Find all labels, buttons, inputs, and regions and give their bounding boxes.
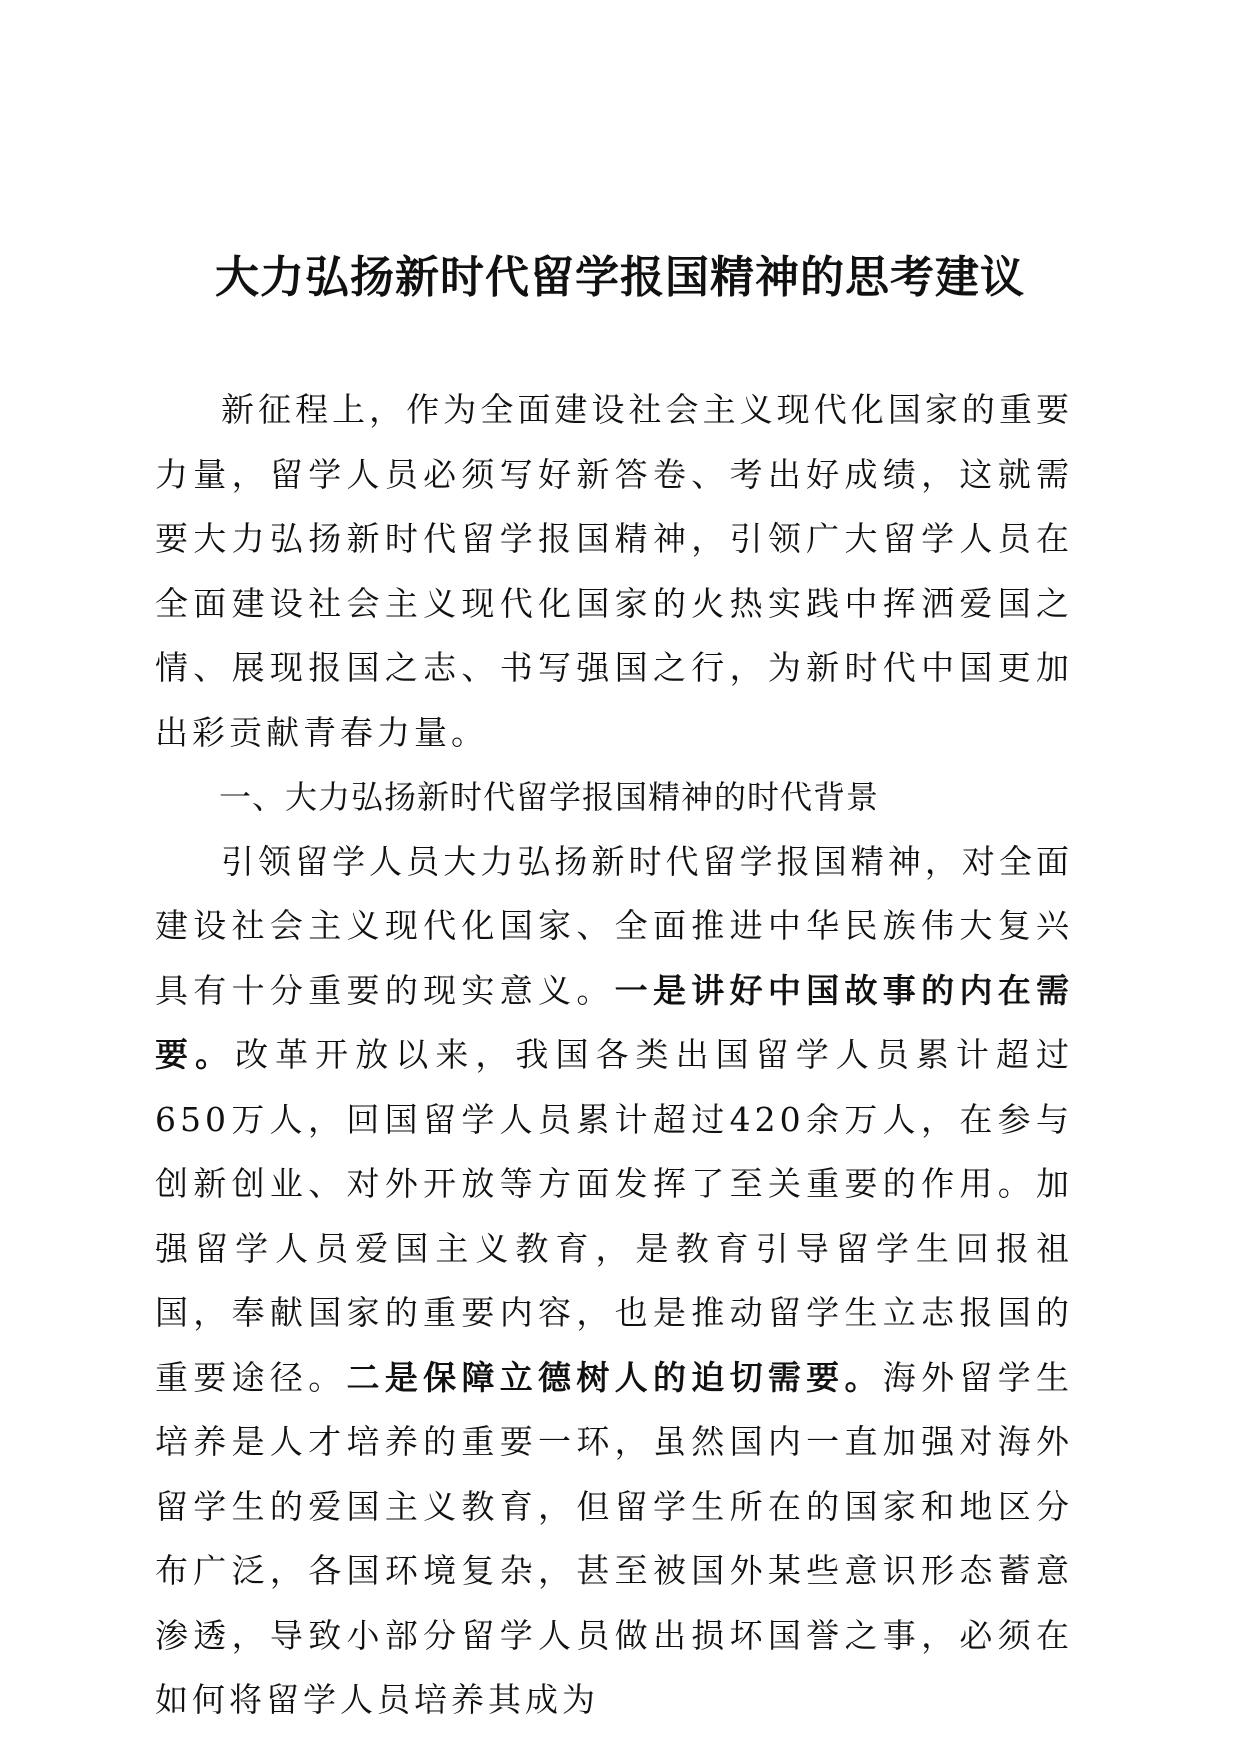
document-title: 大力弘扬新时代留学报国精神的思考建议 bbox=[215, 252, 1025, 303]
section-heading: 一、大力弘扬新时代留学报国精神的时代背景 bbox=[219, 778, 880, 816]
paragraph-text: 引领留学人员大力弘扬新时代留学报国精神，对全面建设社会主义现代化国家、全面推进中华民族伟大复兴具有十分重要的现实意义。 bbox=[155, 841, 1073, 1010]
intro-paragraph: 新征程上，作为全面建设社会主义现代化国家的重要力量，留学人员必须写好新答卷、考出好成绩，这就需要大力弘扬新时代留学报国精神，引领广大留学人员在全面建设社会主义现代化国家的火热实践中挥洒爱国之情、展现报国之志、书写强国之行，为新时代中国更加出彩贡献青春力量。 bbox=[155, 390, 1073, 752]
bold-point-two: 二是保障立德树人的迫切需要。 bbox=[346, 1357, 883, 1397]
bold-point-one: 一是讲好中国故事的内在需要。 bbox=[155, 970, 1074, 1074]
section-paragraph bbox=[155, 830, 1073, 1733]
paragraph-text: 改革开放以来，我国各类出国留学人员累计超过650万人，回国留学人员累计超过420余万人，在参与创新创业、对外开放等方面发挥了至关重要的作用。加强留学人员爱国主义教育，是教育引导留学生回报祖国，奉献国家的重要内容，也是推动留学生立志报国的重要途径。 bbox=[155, 1035, 1074, 1397]
document-body bbox=[155, 378, 1073, 1733]
paragraph-text: 海外留学生培养是人才培养的重要一环，虽然国内一直加强对海外留学生的爱国主义教育，但留学生所在的国家和地区分布广泛，各国环境复杂，甚至被国外某些意识形态蓄意渗透，导致小部分留学人员做出损坏国誉之事，必须在如何将留学人员培养其成为 bbox=[155, 1357, 1074, 1719]
